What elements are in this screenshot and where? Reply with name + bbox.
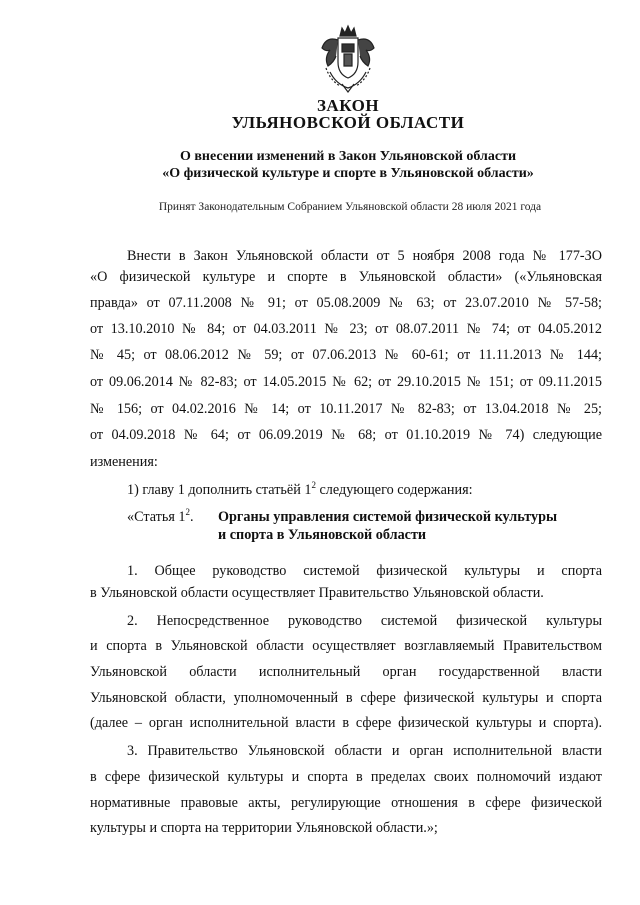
intro-line: от 09.06.2014 № 82-83; от 14.05.2015 № 62; от 29.10.2015 № 151; от 09.11.2015 <box>90 374 602 390</box>
article-title-line1: Органы управления системой физической культуры <box>218 509 558 525</box>
paragraph-2-line: (далее – орган исполнительной власти в сфере физической культуры и спорта). <box>90 715 602 731</box>
region-title: УЛЬЯНОВСКОЙ ОБЛАСТИ <box>231 113 465 132</box>
intro-line: № 156; от 04.02.2016 № 14; от 10.11.2017 № 82-83; от 13.04.2018 № 25; <box>90 401 602 417</box>
paragraph-2-line: и спорта в Ульяновской области осуществляет возглавляемый Правительством <box>90 638 602 654</box>
intro-line: изменения: <box>90 454 158 470</box>
amendment-item-1: 1) главу 1 дополнить статьёй $1^2$ следующего содержания: <box>127 480 473 498</box>
intro-line: от 13.10.2010 № 84; от 04.03.2011 № 23; от 08.07.2011 № 74; от 04.05.2012 <box>90 321 602 337</box>
paragraph-1-line: в Ульяновской области осуществляет Правительство Ульяновской области. <box>90 585 544 601</box>
intro-line: № 45; от 08.06.2012 № 59; от 07.06.2013 № 60-61; от 11.11.2013 № 144; <box>90 347 602 363</box>
law-subtitle-line1: О внесении изменений в Закон Ульяновской области <box>179 149 517 164</box>
paragraph-2-line: 2. Непосредственное руководство системой физической культуры <box>127 613 602 629</box>
article-label: «Статья $1^2$. <box>127 507 194 525</box>
adoption-note: Принят Законодательным Собранием Ульяновской области 28 июля 2021 года <box>158 201 542 213</box>
intro-line: от 04.09.2018 № 64; от 06.09.2019 № 68; от 01.10.2019 № 74) следующие <box>90 427 602 443</box>
law-subtitle-line2: «О физической культуре и спорте в Ульяновской области» <box>162 166 534 181</box>
paragraph-2-line: Ульяновской области исполнительный орган государственной власти <box>90 664 602 680</box>
coat-of-arms-emblem <box>316 22 380 94</box>
paragraph-3-line: 3. Правительство Ульяновской области и орган исполнительной власти <box>127 743 602 759</box>
law-title: ЗАКОН <box>316 96 380 115</box>
intro-line: Внести в Закон Ульяновской области от 5 ноября 2008 года № 177-ЗО <box>127 248 602 264</box>
intro-line: правда» от 07.11.2008 № 91; от 05.08.2009 № 63; от 23.07.2010 № 57-58; <box>90 295 602 311</box>
article-title-line2: и спорта в Ульяновской области <box>218 527 427 543</box>
paragraph-3-line: нормативные правовые акты, регулирующие отношения в сфере физической <box>90 795 602 811</box>
paragraph-3-line: в сфере физической культуры и спорта в пределах своих полномочий издают <box>90 769 602 785</box>
paragraph-1-line: 1. Общее руководство системой физической культуры и спорта <box>127 563 602 579</box>
paragraph-3-line: культуры и спорта на территории Ульяновской области.»; <box>90 820 438 836</box>
intro-line: «О физической культуре и спорте в Ульяновской области» («Ульяновская <box>90 269 602 285</box>
paragraph-2-line: Ульяновской области, уполномоченный в сфере физической культуры и спорта <box>90 690 602 706</box>
